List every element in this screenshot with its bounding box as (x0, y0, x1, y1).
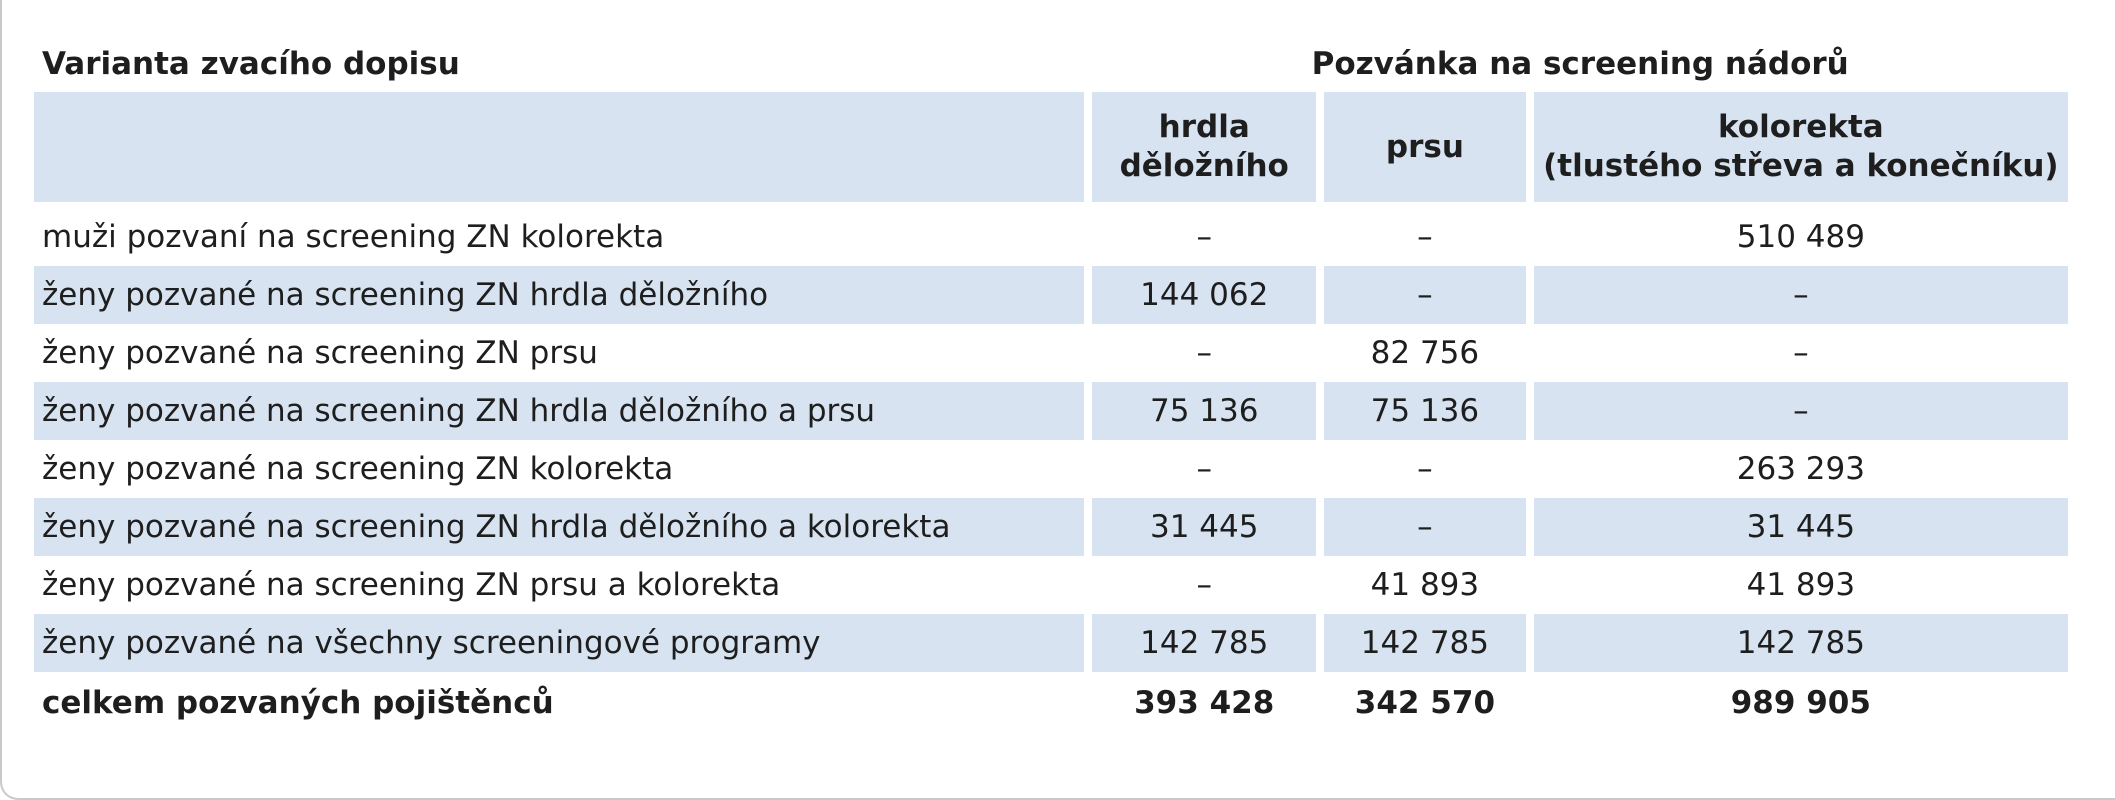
cell-value: 142 785 (1324, 614, 1526, 672)
table-row (34, 498, 2068, 556)
row-label: muži pozvaní na screening ZN kolorekta (42, 218, 665, 255)
cell-value: 31 445 (1092, 498, 1316, 556)
row-label: ženy pozvané na screening ZN prsu a kolorekta (42, 566, 781, 603)
cell-value: – (1324, 266, 1526, 324)
column-header-cervix: hrdla děložního (1092, 92, 1316, 208)
total-value: 342 570 (1354, 684, 1496, 721)
cell-value: 82 756 (1370, 334, 1480, 371)
cell-value: – (1196, 566, 1212, 603)
cell-value: 75 136 (1324, 382, 1526, 440)
row-label: ženy pozvané na screening ZN hrdla děložního a prsu (34, 382, 1084, 440)
total-value: 393 428 (1134, 684, 1275, 721)
cell-value: 41 893 (1746, 566, 1856, 603)
cell-value: – (1534, 266, 2068, 324)
row-label: ženy pozvané na screening ZN hrdla děložního (34, 266, 1084, 324)
table-row (34, 440, 2068, 498)
cell-value: – (1196, 218, 1212, 255)
row-label: ženy pozvané na všechny screeningové programy (34, 614, 1084, 672)
cell-value: 142 785 (1534, 614, 2068, 672)
table-row (34, 266, 2068, 324)
cell-value: 41 893 (1370, 566, 1480, 603)
row-label: ženy pozvané na screening ZN prsu (42, 334, 598, 371)
cell-value: – (1196, 450, 1212, 487)
caption-left: Varianta zvacího dopisu (42, 45, 460, 82)
cell-value: – (1196, 334, 1212, 371)
column-header-colorectal: kolorekta (tlustého střeva a konečníku) (1534, 92, 2068, 208)
cell-value: 510 489 (1736, 218, 1865, 255)
table-row (34, 382, 2068, 440)
column-header-blank (34, 92, 1084, 208)
invitation-table (26, 30, 2076, 734)
cell-value: – (1417, 218, 1433, 255)
caption-row (34, 30, 2068, 92)
table-row (34, 208, 2068, 266)
cell-value: – (1324, 498, 1526, 556)
total-label: celkem pozvaných pojištěnců (42, 684, 554, 721)
cell-value: 142 785 (1092, 614, 1316, 672)
row-label: ženy pozvané na screening ZN kolorekta (42, 450, 674, 487)
cell-value: – (1417, 450, 1433, 487)
cell-value: 263 293 (1736, 450, 1865, 487)
table-row (34, 614, 2068, 672)
table-row (34, 324, 2068, 382)
cell-value: 31 445 (1534, 498, 2068, 556)
total-row (34, 672, 2068, 734)
cell-value: – (1534, 382, 2068, 440)
caption-right: Pozvánka na screening nádorů (1311, 45, 1849, 82)
cell-value: – (1793, 334, 1809, 371)
row-label: ženy pozvané na screening ZN hrdla děložního a kolorekta (34, 498, 1084, 556)
column-header-breast: prsu (1324, 92, 1526, 208)
cell-value: 144 062 (1092, 266, 1316, 324)
cell-value: 75 136 (1092, 382, 1316, 440)
total-value: 989 905 (1730, 684, 1871, 721)
table-row (34, 556, 2068, 614)
column-header-row (34, 92, 2068, 208)
